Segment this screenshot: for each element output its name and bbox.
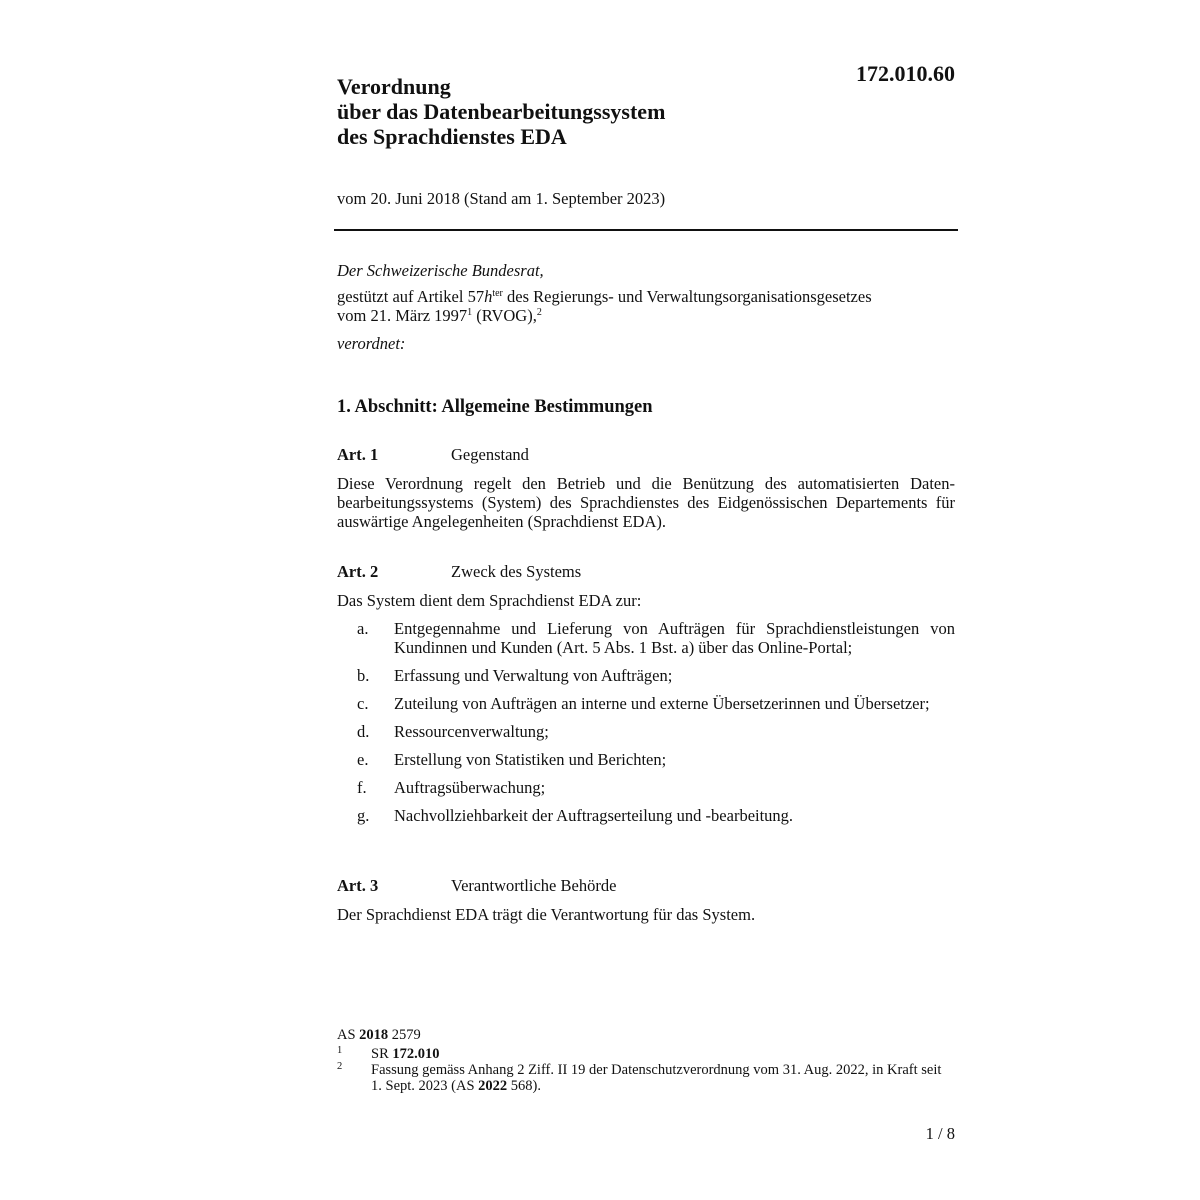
list-item-text: Zuteilung von Aufträgen an interne und externe Übersetzerinnen und Übersetzer; (394, 694, 930, 713)
list-letter: g. (357, 806, 370, 825)
article-heading (337, 445, 957, 465)
title-line: des Sprachdienstes EDA (337, 124, 567, 149)
footnote-text (371, 1046, 947, 1062)
footnote-2 (337, 1062, 947, 1094)
as-page: 2579 (388, 1027, 421, 1043)
list-item (337, 722, 955, 741)
list-letter: f. (357, 778, 367, 797)
preamble-authority: Der Schweizerische Bundesrat, (337, 261, 544, 280)
date-line: vom 20. Juni 2018 (Stand am 1. September 2023) (337, 189, 666, 208)
list-item-text: Entgegennahme und Lieferung von Aufträgen für Sprachdienstleistungen von Kundinnen und Kunden (Art. 5 Abs. 1 Bst. a) über das Online-Portal; (394, 619, 955, 657)
list-item (337, 666, 955, 685)
article-title: Zweck des Systems (451, 562, 582, 581)
basis-ter: ter (492, 288, 503, 299)
fn1-ref[interactable]: 172.010 (392, 1046, 440, 1062)
footnote-ref-1[interactable]: 1 (467, 307, 473, 318)
list-item (337, 806, 955, 825)
article-text: Diese Verordnung regelt den Betrieb und die Benützung des automatisierten Datenbearbeitungssystems (System) des Sprachdienstes des Eidgenössischen Departements für auswärtige Angelegenheiten (Sprachdienst EDA). (337, 474, 955, 531)
article-number: Art. 3 (337, 876, 379, 895)
basis-line2-prefix: vom 21. März 1997 (337, 306, 468, 325)
article-intro: Das System dient dem Sprachdienst EDA zur: (337, 591, 642, 610)
section-heading: 1. Abschnitt: Allgemeine Bestimmungen (337, 397, 653, 417)
official-compilation-ref (337, 1027, 947, 1043)
list-letter: e. (357, 750, 369, 769)
list-item-text: Nachvollziehbarkeit der Auftragserteilung und -bearbeitung. (394, 806, 794, 825)
basis-prefix: gestützt auf Artikel 57 (337, 287, 485, 306)
list-item-text: Auftragsüberwachung; (394, 778, 546, 797)
list-item (337, 778, 955, 797)
title-line: über das Datenbearbeitungssystem (337, 99, 666, 124)
list-letter: b. (357, 666, 370, 685)
article-number: Art. 1 (337, 445, 379, 464)
list-letter: c. (357, 694, 369, 713)
fn1-prefix: SR (371, 1046, 393, 1062)
article-title: Verantwortliche Behörde (451, 876, 617, 895)
preamble-decree: verordnet: (337, 334, 406, 353)
page-number: 1 / 8 (925, 1124, 955, 1143)
article-heading (337, 876, 957, 896)
basis-line2-mid: (RVOG), (472, 306, 537, 325)
fn2-text-b: 568). (507, 1078, 541, 1094)
purpose-list (337, 619, 955, 834)
list-item (337, 694, 955, 713)
basis-suffix: des Regierungs- und Verwaltungsorganisationsgesetzes (502, 287, 872, 306)
as-year: 2018 (359, 1027, 389, 1043)
list-item (337, 750, 955, 769)
title-divider (334, 229, 958, 231)
list-item-text: Erfassung und Verwaltung von Aufträgen; (394, 666, 673, 685)
footnotes (337, 1027, 947, 1094)
title-line: Verordnung (337, 74, 451, 99)
fn2-year: 2022 (478, 1078, 508, 1094)
article-text: Der Sprachdienst EDA trägt die Verantwortung für das System. (337, 905, 756, 924)
list-letter: a. (357, 619, 369, 638)
list-item-text: Erstellung von Statistiken und Berichten; (394, 750, 667, 769)
article-title: Gegenstand (451, 445, 529, 464)
sr-number: 172.010.60 (856, 61, 955, 86)
list-letter: d. (357, 722, 370, 741)
article-number: Art. 2 (337, 562, 379, 581)
footnote-ref-2[interactable]: 2 (536, 307, 542, 318)
footnote-text (371, 1062, 947, 1094)
as-prefix: AS (337, 1027, 360, 1043)
footnote-1 (337, 1046, 947, 1062)
document-title (337, 74, 787, 149)
article-heading (337, 562, 957, 582)
fn2-text-a: Fassung gemäss Anhang 2 Ziff. II 19 der Datenschutzverordnung vom 31. Aug. 2022, in Kraft seit 1. Sept. 2023 (AS (371, 1062, 942, 1094)
list-item-text: Ressourcenverwaltung; (394, 722, 549, 741)
list-item (337, 619, 955, 657)
basis-letter: h (484, 287, 493, 306)
footnote-mark: 1 (337, 1045, 343, 1056)
preamble-legal-basis (337, 287, 957, 325)
footnote-mark: 2 (337, 1061, 343, 1072)
